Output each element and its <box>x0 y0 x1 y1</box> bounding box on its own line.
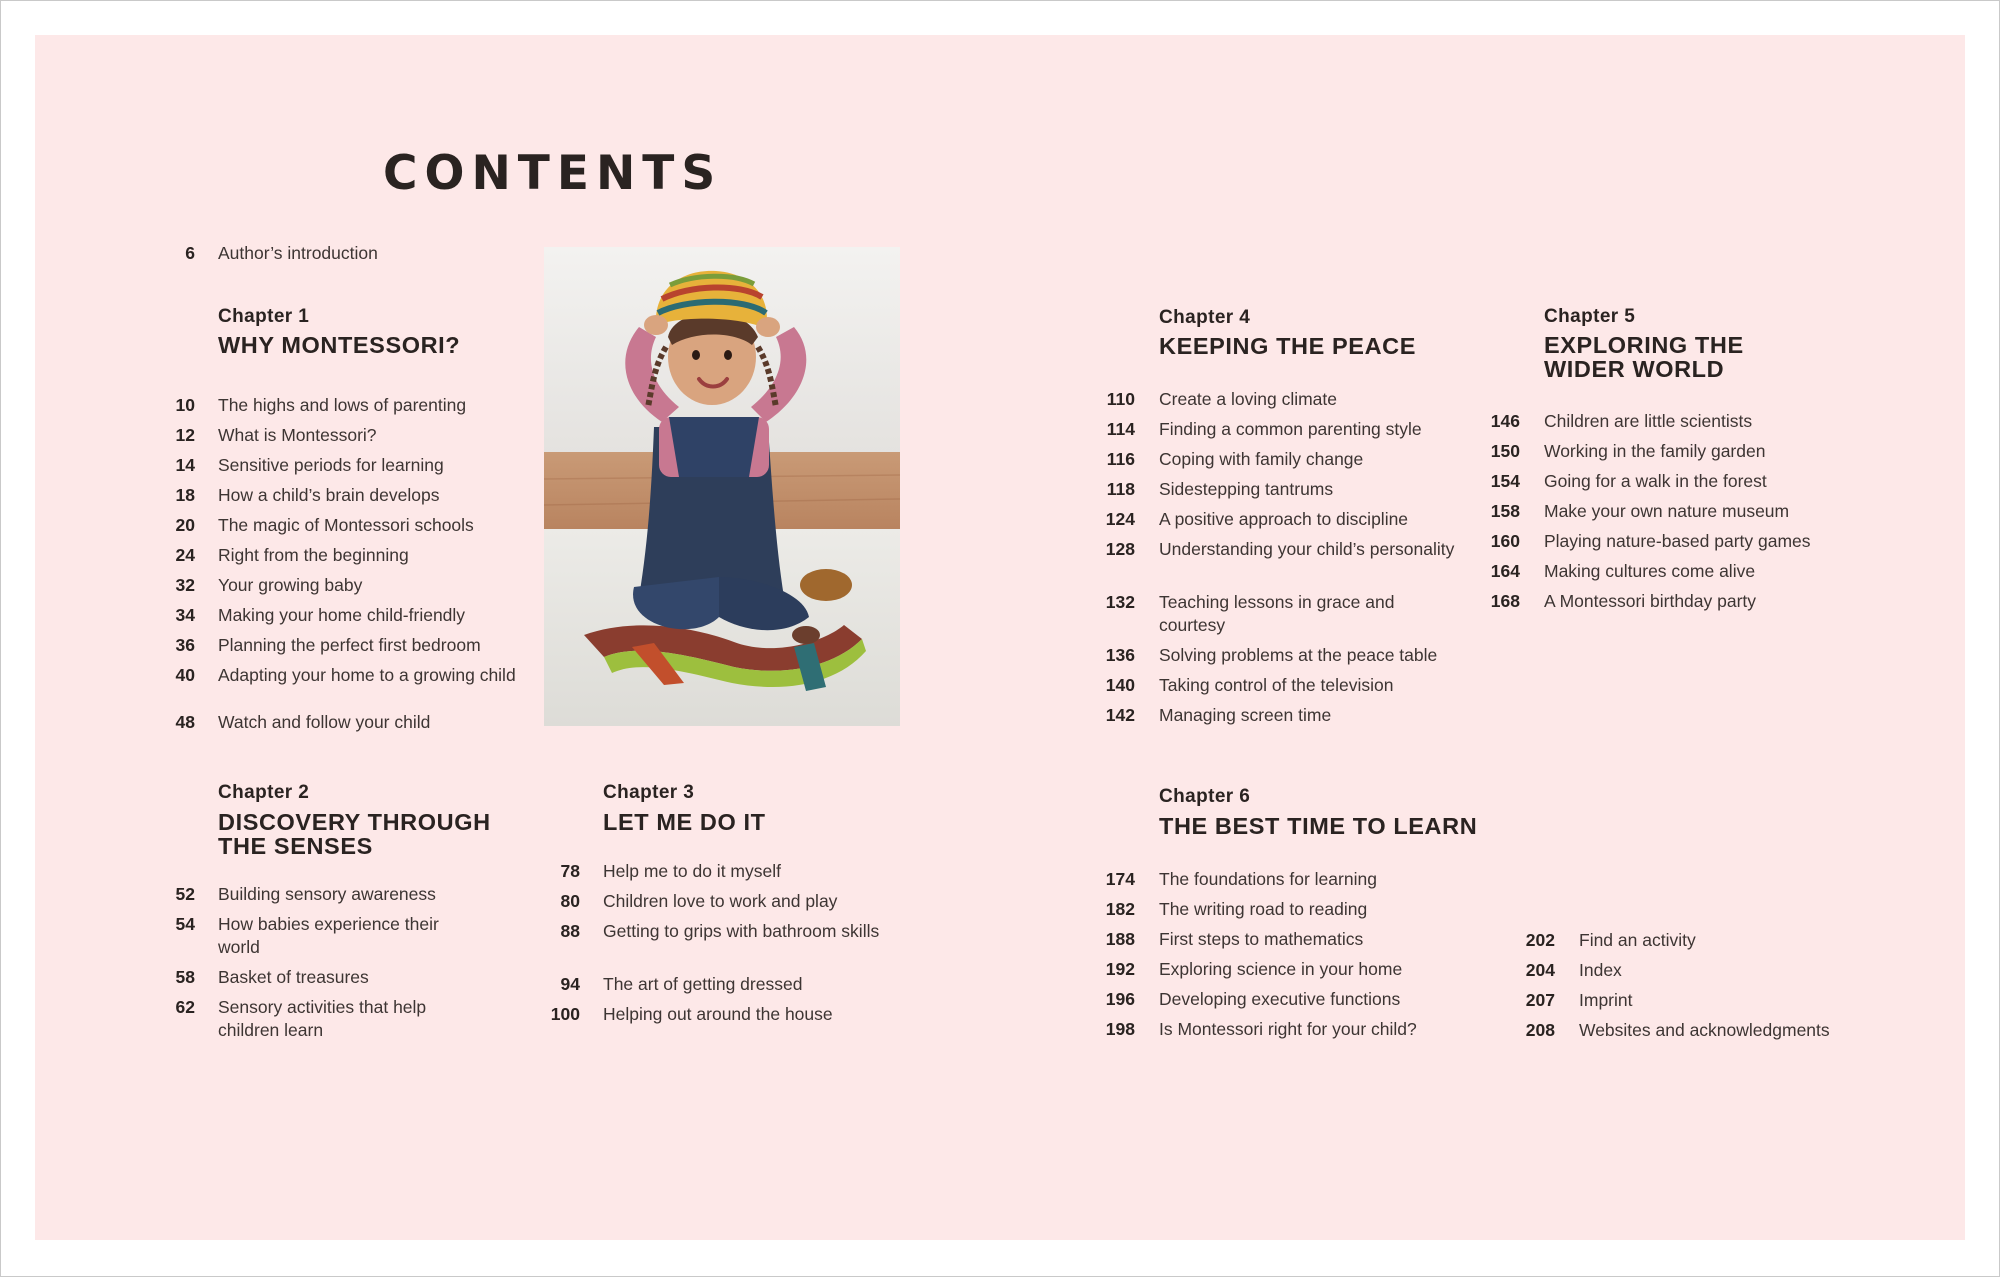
page-number: 114 <box>1106 419 1135 439</box>
page-number: 188 <box>1105 929 1135 949</box>
entry-title: How a child’s brain develops <box>218 485 440 505</box>
chapter-4-title: KEEPING THE PEACE <box>1159 333 1416 359</box>
page-number: 110 <box>1106 389 1135 409</box>
entry-title: Sensory activities that help children learn <box>218 997 427 1040</box>
page-number: 32 <box>175 575 195 595</box>
entry-title: Sidestepping tantrums <box>1159 479 1334 499</box>
entry-title: The foundations for learning <box>1159 869 1377 889</box>
chapter-5-title: EXPLORING THE WIDER WORLD <box>1544 332 1744 382</box>
entry-title: Making cultures come alive <box>1544 561 1756 581</box>
page-number: 20 <box>175 515 195 535</box>
page-number: 140 <box>1105 675 1135 695</box>
entry-title: Managing screen time <box>1159 705 1332 725</box>
chapter-1-label: Chapter 1 <box>218 306 310 327</box>
child-photo <box>544 247 900 726</box>
page-number: 78 <box>560 861 580 881</box>
page-number: 116 <box>1106 449 1135 469</box>
page-number: 12 <box>175 425 195 445</box>
entry-title: Teaching lessons in grace and courtesy <box>1159 592 1395 635</box>
page-number: 100 <box>550 1004 580 1024</box>
entry-title: Websites and acknowledgments <box>1579 1020 1830 1040</box>
page-number: 62 <box>175 997 195 1017</box>
page-number: 196 <box>1105 989 1135 1009</box>
entry-title: Going for a walk in the forest <box>1544 471 1767 491</box>
entry-title: Taking control of the television <box>1159 675 1394 695</box>
entry-title: Coping with family change <box>1159 449 1364 469</box>
page-number: 36 <box>175 635 195 655</box>
page-number: 94 <box>560 974 580 994</box>
chapter-3-title: LET ME DO IT <box>603 809 766 835</box>
entry-title: Exploring science in your home <box>1159 959 1403 979</box>
page-number: 198 <box>1105 1019 1135 1039</box>
entry-title: Building sensory awareness <box>218 884 436 904</box>
page-number: 118 <box>1106 479 1135 499</box>
page-number: 40 <box>175 665 195 685</box>
page-number: 208 <box>1525 1020 1555 1040</box>
entry-title: Make your own nature museum <box>1544 501 1790 521</box>
page-number: 132 <box>1105 592 1135 612</box>
page-number: 128 <box>1105 539 1135 559</box>
page-number: 88 <box>560 921 580 941</box>
page-number: 207 <box>1525 990 1555 1010</box>
page-number: 10 <box>175 395 195 415</box>
entry-title: A Montessori birthday party <box>1544 591 1757 611</box>
entry-title: Understanding your child’s personality <box>1159 539 1455 559</box>
chapter-6-label: Chapter 6 <box>1159 786 1251 807</box>
page-number: 192 <box>1105 959 1135 979</box>
chapter-4-label: Chapter 4 <box>1159 307 1251 328</box>
entry-title: The magic of Montessori schools <box>218 515 474 535</box>
entry-title: The writing road to reading <box>1159 899 1368 919</box>
page-number: 80 <box>560 891 580 911</box>
page-number: 18 <box>175 485 195 505</box>
page-number: 168 <box>1490 591 1520 611</box>
page-number: 54 <box>175 914 195 934</box>
entry-title: Help me to do it myself <box>603 861 781 881</box>
entry-title: Helping out around the house <box>603 1004 833 1024</box>
page-number: 204 <box>1525 960 1555 980</box>
entry-title: Children are little scientists <box>1544 411 1753 431</box>
entry-title: Adapting your home to a growing child <box>218 665 516 685</box>
entry-title: The highs and lows of parenting <box>218 395 467 415</box>
entry-title: Create a loving climate <box>1159 389 1337 409</box>
page-number: 136 <box>1105 645 1135 665</box>
chapter-3-label: Chapter 3 <box>603 782 695 803</box>
page-number: 202 <box>1525 930 1555 950</box>
entry-title: The art of getting dressed <box>603 974 803 994</box>
entry-title: Is Montessori right for your child? <box>1159 1019 1417 1039</box>
page-number: 164 <box>1490 561 1520 581</box>
entry-title: Your growing baby <box>218 575 363 595</box>
page-number: 24 <box>175 545 195 565</box>
entry-title: Children love to work and play <box>603 891 838 911</box>
page-number: 154 <box>1490 471 1520 491</box>
entry-title: Basket of treasures <box>218 967 369 987</box>
page-number: 34 <box>175 605 195 625</box>
page-number: 48 <box>175 712 195 732</box>
entry-title: Author’s introduction <box>218 243 378 263</box>
page-number: 174 <box>1105 869 1135 889</box>
chapter-1-title: WHY MONTESSORI? <box>218 332 461 358</box>
entry-title: Watch and follow your child <box>218 712 431 732</box>
entry-title: Planning the perfect first bedroom <box>218 635 481 655</box>
page-number: 142 <box>1105 705 1135 725</box>
entry-title: Find an activity <box>1579 930 1696 950</box>
page-number: 150 <box>1490 441 1520 461</box>
entry-title: Finding a common parenting style <box>1159 419 1422 439</box>
entry-title: Playing nature-based party games <box>1544 531 1811 551</box>
page-number: 124 <box>1105 509 1135 529</box>
page-title: CONTENTS <box>383 146 723 201</box>
entry-title: First steps to mathematics <box>1159 929 1364 949</box>
entry-title: Sensitive periods for learning <box>218 455 444 475</box>
entry-title: Getting to grips with bathroom skills <box>603 921 880 941</box>
entry-title: What is Montessori? <box>218 425 377 445</box>
page-number: 146 <box>1490 411 1520 431</box>
entry-title: Imprint <box>1579 990 1633 1010</box>
chapter-2-title: DISCOVERY THROUGH THE SENSES <box>218 809 491 859</box>
entry-title: Index <box>1579 960 1622 980</box>
page-number: 160 <box>1490 531 1520 551</box>
entry-title: Making your home child-friendly <box>218 605 466 625</box>
entry-title: A positive approach to discipline <box>1159 509 1409 529</box>
entry-title: How babies experience their world <box>218 914 439 957</box>
page-number: 158 <box>1490 501 1520 521</box>
entry-title: Right from the beginning <box>218 545 409 565</box>
chapter-5-label: Chapter 5 <box>1544 306 1636 327</box>
entry-title: Solving problems at the peace table <box>1159 645 1438 665</box>
page-number: 6 <box>185 243 195 263</box>
page-number: 52 <box>175 884 195 904</box>
chapter-6-title: THE BEST TIME TO LEARN <box>1159 813 1478 839</box>
page-number: 14 <box>175 455 195 475</box>
page-number: 58 <box>175 967 195 987</box>
chapter-2-label: Chapter 2 <box>218 782 310 803</box>
entry-title: Working in the family garden <box>1544 441 1766 461</box>
page-number: 182 <box>1105 899 1135 919</box>
entry-title: Developing executive functions <box>1159 989 1401 1009</box>
